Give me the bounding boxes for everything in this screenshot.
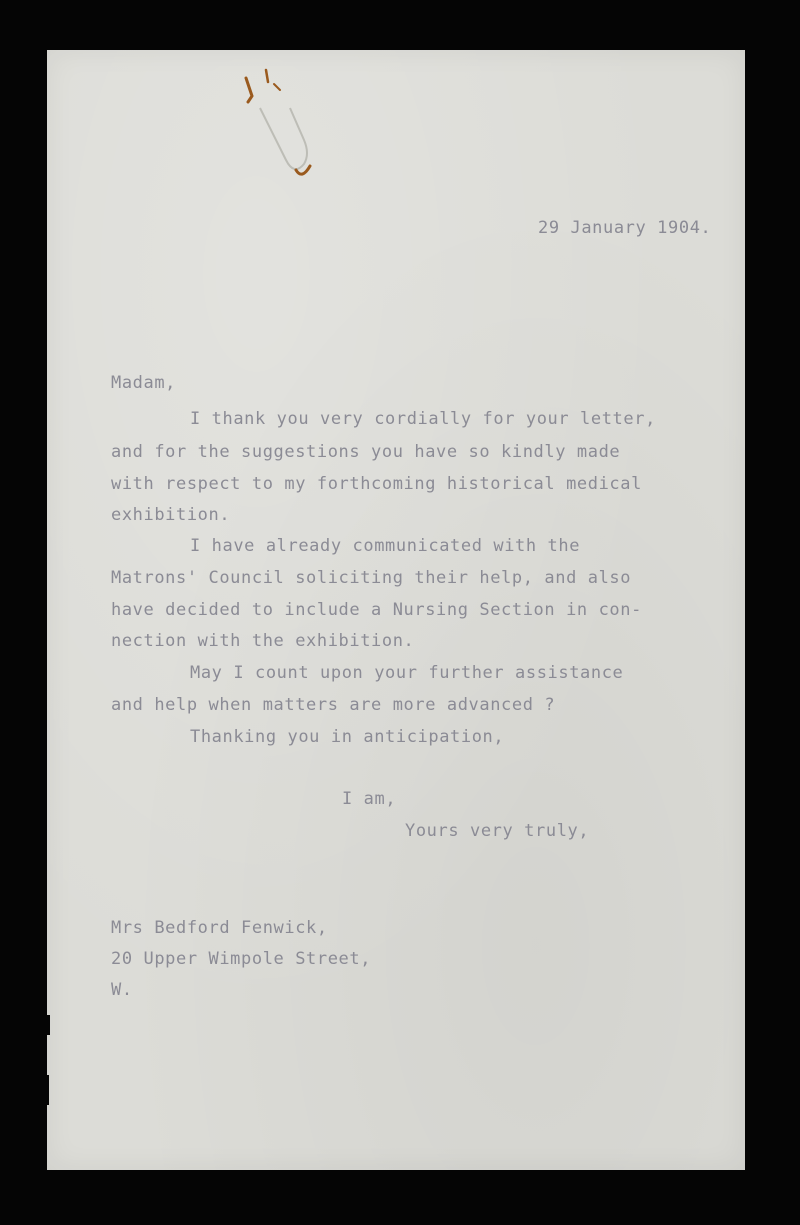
body-line: with respect to my forthcoming historical medical [111,474,642,494]
letter-date: 29 January 1904. [538,218,712,238]
paperclip-rust-mark [238,68,318,188]
body-line: exhibition. [111,505,231,525]
addressee-line: Mrs Bedford Fenwick, [111,918,328,938]
closing-i-am: I am, [342,789,397,809]
body-line: and for the suggestions you have so kindly made [111,442,621,462]
letter-salutation: Madam, [111,373,177,393]
closing-yours-truly: Yours very truly, [405,821,590,841]
body-line: nection with the exhibition. [111,631,415,651]
body-line: and help when matters are more advanced ? [111,695,556,715]
body-line: I thank you very cordially for your letter, [190,409,656,429]
body-line: I have already communicated with the [190,536,581,556]
torn-edge [38,1105,46,1170]
torn-edge [38,1015,50,1035]
body-line: Matrons' Council soliciting their help, and also [111,568,632,588]
body-line: have decided to include a Nursing Section in con- [111,600,642,620]
addressee-line: 20 Upper Wimpole Street, [111,949,372,969]
body-line: May I count upon your further assistance [190,663,624,683]
addressee-line: W. [111,980,133,1000]
torn-edge [38,1075,49,1105]
torn-edge [38,1035,47,1075]
body-line: Thanking you in anticipation, [190,727,505,747]
